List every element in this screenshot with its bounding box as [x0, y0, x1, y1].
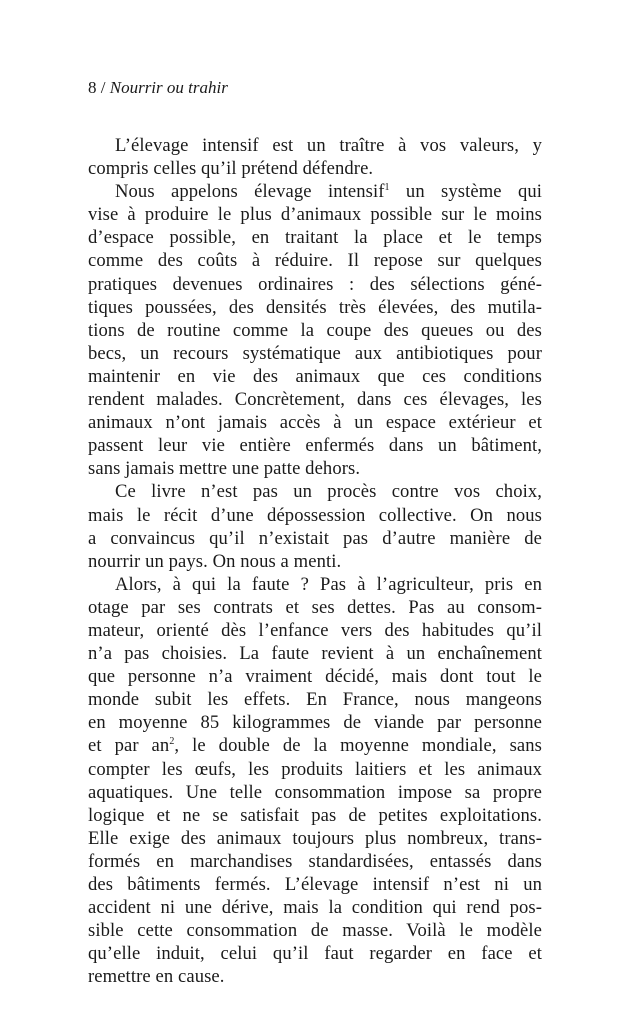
- line-text: , le double de la moyenne mondiale, sans: [174, 735, 542, 757]
- text-line: Ce livre n’est pas un procès contre vos choix,: [115, 481, 542, 503]
- text-line: accident ni une dérive, mais la condition qui rend pos-: [88, 897, 542, 919]
- text-line: que personne n’a vraiment décidé, mais dont tout le: [88, 666, 542, 688]
- paragraph: [88, 480, 542, 572]
- text-line: formés en marchandises standardisées, entassés dans: [88, 850, 542, 872]
- text-line: vise à produire le plus d’animaux possible sur le moins: [88, 204, 542, 226]
- text-line: [88, 180, 542, 203]
- text-line: qu’elle induit, celui qu’il faut regarder en face et: [88, 943, 542, 965]
- text-line: des bâtiments fermés. L’élevage intensif n’est ni un: [88, 874, 542, 895]
- footnote-marker: 2: [169, 736, 175, 748]
- text-line: aquatiques. Une telle consommation impose sa propre: [88, 781, 542, 803]
- line-text: un système qui: [389, 181, 542, 203]
- paragraph: [88, 180, 542, 480]
- text-line: L’élevage intensif est un traître à vos valeurs, y: [115, 135, 542, 156]
- text-line: becs, un recours systématique aux antibiotiques pour: [88, 342, 542, 364]
- text-line: n’a pas choisies. La faute revient à un enchaînement: [88, 643, 542, 665]
- text-line: logique et ne se satisfait pas de petites exploitations.: [88, 804, 542, 826]
- text-line: sible cette consommation de masse. Voilà le modèle: [88, 920, 542, 942]
- text-line: otage par ses contrats et ses dettes. Pas au consom-: [88, 596, 542, 618]
- text-line: remettre en cause.: [88, 966, 225, 988]
- line-text: et par an: [88, 735, 170, 757]
- paragraph: [88, 134, 542, 180]
- text-line: a convaincus qu’il n’existait pas d’autre manière de: [88, 527, 542, 549]
- text-line: animaux n’ont jamais accès à un espace extérieur et: [88, 412, 542, 434]
- text-line: passent leur vie entière enfermés dans un bâtiment,: [88, 435, 542, 457]
- text-line: comme des coûts à réduire. Il repose sur quelques: [88, 250, 542, 272]
- body-text: [88, 134, 542, 988]
- text-line: sans jamais mettre une patte dehors.: [88, 458, 361, 480]
- text-line: rendent malades. Concrètement, dans ces élevages, les: [88, 389, 542, 411]
- text-line: pratiques devenues ordinaires : des sélections géné-: [88, 273, 542, 295]
- page-number: 8: [88, 78, 97, 97]
- text-line: en moyenne 85 kilogrammes de viande par personne: [88, 712, 542, 734]
- text-line: tiques poussées, des densités très élevées, des mutila-: [88, 296, 542, 318]
- text-line: [88, 734, 542, 757]
- text-line: d’espace possible, en traitant la place et le temps: [88, 227, 542, 249]
- text-line: Alors, à qui la faute ? Pas à l’agriculteur, pris en: [115, 573, 542, 595]
- text-line: maintenir en vie des animaux que ces conditions: [88, 365, 542, 387]
- text-line: compris celles qu’il prétend défendre.: [88, 158, 374, 180]
- text-line: mateur, orienté dès l’enfance vers des habitudes qu’il: [88, 619, 542, 641]
- book-title: Nourrir ou trahir: [109, 78, 228, 97]
- running-head: [88, 78, 228, 98]
- text-line: Elle exige des animaux toujours plus nombreux, trans-: [88, 827, 542, 849]
- footnote-marker: 1: [384, 182, 390, 193]
- paragraph: [88, 573, 542, 989]
- text-line: nourrir un pays. On nous a menti.: [88, 550, 342, 572]
- line-text: Nous appelons élevage intensif: [115, 181, 385, 203]
- text-line: tions de routine comme la coupe des queues ou des: [88, 319, 542, 341]
- text-line: mais le récit d’une dépossession collective. On nous: [88, 504, 542, 526]
- text-line: monde subit les effets. En France, nous mangeons: [88, 689, 542, 711]
- text-line: compter les œufs, les produits laitiers et les animaux: [88, 758, 542, 780]
- running-head-separator: /: [96, 78, 110, 97]
